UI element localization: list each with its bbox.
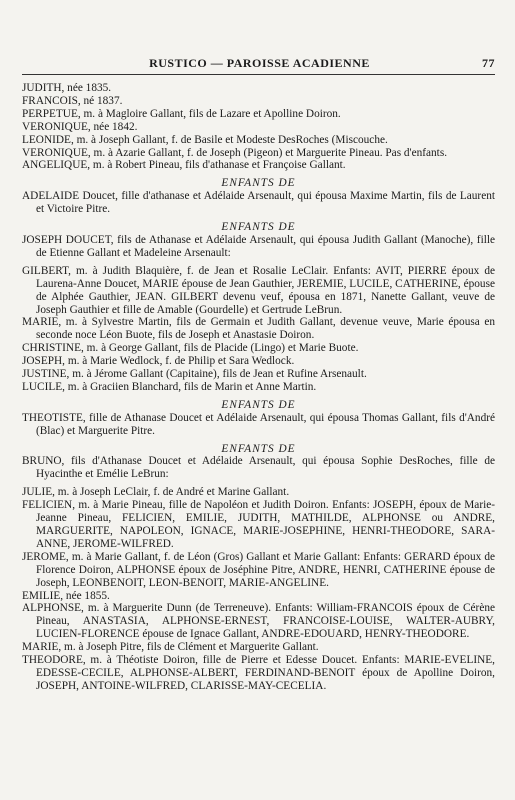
entry: JUDITH, née 1835. — [22, 82, 112, 94]
entry: MARIE, m. à Sylvestre Martin, fils de Germain et Judith Gallant, devenue veuve, Marie épousa en seconde noce Léon Buote, fils de Joseph et Anastasie Doiron. — [22, 316, 495, 342]
section-intro: THEOTISTE, fille de Athanase Doucet et Adélaide Arsenault, qui épousa Thomas Gallant, fils d'André (Blac) et Marguerite Pitre. — [22, 411, 495, 437]
entry: CHRISTINE, m. à George Gallant, fils de Placide (Lingo) et Marie Buote. — [22, 342, 359, 355]
section-intro: ADELAIDE Doucet, fille d'athanase et Adélaide Arsenault, qui épousa Maxime Martin, fils de Laurent et Victoire Pitre. — [22, 190, 495, 216]
section-intro: JOSEPH DOUCET, fils de Athanase et Adélaide Arsenault, qui épousa Judith Gallant (Manoche), fille de Etienne Gallant et Madeleine Arsenault: — [22, 233, 495, 259]
entry: LEONIDE, m. à Joseph Gallant, f. de Basile et Modeste DesRoches (Miscouche. — [22, 133, 388, 146]
running-header — [22, 56, 497, 74]
section-intro: BRUNO, fils d'Athanase Doucet et Adélaide Arsenault, qui épousa Sophie DesRoches, fille de Hyacinthe et Emélie LeBrun: — [22, 455, 495, 481]
page-number: 77 — [482, 56, 495, 70]
header-title: RUSTICO — PAROISSE ACADIENNE — [149, 56, 370, 70]
entry: FRANCOIS, né 1837. — [22, 94, 123, 107]
entry: THEODORE, m. à Théotiste Doiron, fille de Pierre et Edesse Doucet. Enfants: MARIE-EVELINE, EDESSE-CECILE, ALPHONSE-ALBERT, FERDINAND-BENOIT époux de Apolline Doiron, JOSEPH, ANTOINE-WILFRED, CLARISSE-MAY-CECELIA. — [22, 654, 495, 692]
section-heading: ENFANTS DE — [221, 398, 296, 411]
entry: PERPETUE, m. à Magloire Gallant, fils de Lazare et Apolline Doiron. — [22, 107, 341, 120]
entry: LUCILE, m. à Graciien Blanchard, fils de Marin et Anne Martin. — [22, 380, 317, 393]
entry: VERONIQUE, née 1842. — [22, 120, 138, 133]
entry: GILBERT, m. à Judith Blaquière, f. de Jean et Rosalie LeClair. Enfants: AVIT, PIERRE époux de Laurena-Anne Doucet, MARIE épouse de Jean Gauthier, JEREMIE, LUCILE, CATHERINE, épouse de Alphée Gauthier, JEAN. GILBERT devenu veuf, épousa en 1871, Nanette Gallant, veuve de Joseph Gauthier et fille de Amable (Gourdelle) et Gertrude LeBrun. — [22, 264, 495, 316]
entry: JULIE, m. à Joseph LeClair, f. de André et Marine Gallant. — [22, 486, 290, 499]
page-body — [22, 82, 495, 693]
entry: JUSTINE, m. à Jérome Gallant (Capitaine), fils de Jean et Rufine Arsenault. — [22, 368, 367, 381]
section-heading: ENFANTS DE — [221, 177, 296, 190]
entry: JOSEPH, m. à Marie Wedlock, f. de Philip et Sara Wedlock. — [22, 355, 295, 368]
section-heading: ENFANTS DE — [221, 442, 296, 455]
entry: VERONIQUE, m. à Azarie Gallant, f. de Joseph (Pigeon) et Marguerite Pineau. Pas d'enfants. — [22, 146, 448, 159]
entry: MARIE, m. à Joseph Pitre, fils de Clément et Marguerite Gallant. — [22, 641, 319, 654]
entry: EMILIE, née 1855. — [22, 589, 110, 602]
section-heading: ENFANTS DE — [221, 221, 296, 234]
header-rule — [22, 74, 495, 75]
entry: FELICIEN, m. à Marie Pineau, fille de Napoléon et Judith Doiron. Enfants: JOSEPH, époux de Marie-Jeanne Pineau, FELICIEN, EMILIE, JUDITH, MATHILDE, ALPHONSE ou ANDRE, MARGUERITE, NAPOLEON, IGNACE, MARIE-JOSEPHINE, HENRI-THEODORE, SARA-ANNE, JEROME-WILFRED. — [22, 499, 495, 550]
entry: JEROME, m. à Marie Gallant, f. de Léon (Gros) Gallant et Marie Gallant: Enfants: GERARD époux de Florence Doiron, ALPHONSE époux de Joséphine Pitre, ANDRE, HENRI, CATHERINE épouse de Joseph, LEONBENOIT, LEON-BENOIT, MARIE-ANGELINE. — [22, 550, 495, 589]
entry: ALPHONSE, m. à Marguerite Dunn (de Terreneuve). Enfants: William-FRANCOIS époux de Cérène Pineau, ANASTASIA, ALPHONSE-ERNEST, FRANCOISE-LOUISE, WALTER-AUBRY, LUCIEN-FLORENCE épouse de Ignace Gallant, ANDRE-EDOUARD, HENRY-THEODORE. — [22, 602, 495, 641]
entry: ANGELIQUE, m. à Robert Pineau, fils d'athanase et Françoise Gallant. — [22, 159, 346, 172]
